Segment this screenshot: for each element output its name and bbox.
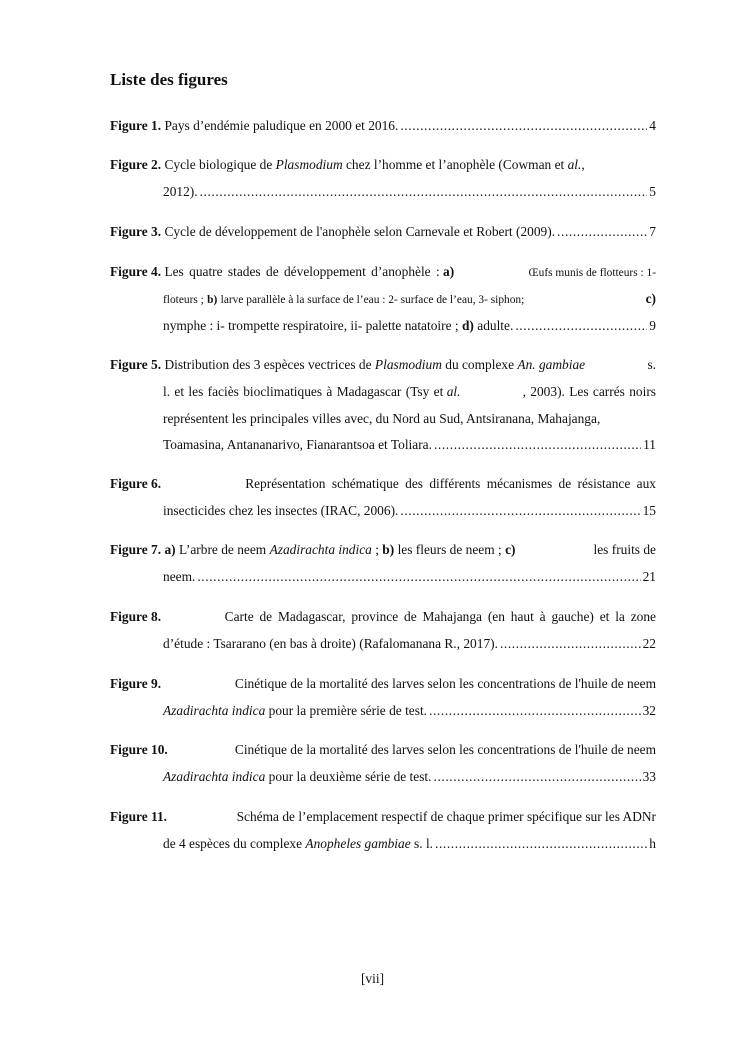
figure-caption: neem. bbox=[163, 568, 196, 584]
figure-caption: Cinétique de la mortalité des larves selon les concentrations de l'huile de neem bbox=[234, 742, 656, 757]
leader-dots bbox=[500, 631, 641, 658]
figure-caption: Carte de Madagascar, province de Mahajanga (en haut à gauche) et la zone bbox=[224, 609, 656, 624]
figure-label: Figure 1. bbox=[110, 118, 162, 133]
figure-caption-italic: Anopheles gambiae bbox=[305, 835, 411, 851]
page-number: 7 bbox=[649, 224, 656, 239]
leader-dots bbox=[434, 432, 641, 459]
figure-entry-5 bbox=[110, 352, 656, 459]
page-number: 33 bbox=[642, 768, 656, 784]
figure-entry-4 bbox=[110, 259, 656, 339]
figure-label: Figure 7. bbox=[110, 542, 162, 557]
figure-caption-italic: Plasmodium bbox=[275, 157, 343, 172]
page-number: 5 bbox=[649, 183, 656, 199]
page-title: Liste des figures bbox=[110, 70, 228, 89]
figure-caption: pour la deuxième série de test. bbox=[268, 768, 432, 784]
figure-caption: Distribution des 3 espèces vectrices de bbox=[164, 357, 372, 372]
page-number: 11 bbox=[643, 437, 656, 453]
figure-entry-3 bbox=[110, 219, 656, 246]
figure-caption: adulte. bbox=[477, 317, 514, 333]
leader-dots bbox=[515, 313, 647, 340]
figure-caption-small: floteurs ; bbox=[163, 293, 204, 306]
figure-caption-small: Œufs munis de flotteurs : 1- bbox=[528, 267, 656, 279]
figure-caption: Schéma de l’emplacement respectif de chaque primer spécifique sur les ADNr bbox=[236, 809, 656, 824]
figure-label: Figure 8. bbox=[110, 609, 162, 624]
leader-dots bbox=[557, 219, 647, 246]
figure-caption: l. et les faciès bioclimatiques à Madagascar (Tsy et bbox=[163, 383, 444, 399]
figure-entry-10 bbox=[110, 737, 656, 791]
leader-dots bbox=[435, 831, 647, 858]
figure-caption-italic: al. bbox=[567, 157, 582, 172]
page-number: 4 bbox=[649, 118, 656, 133]
figure-label: Figure 6. bbox=[110, 476, 162, 491]
figure-label: Figure 3. bbox=[110, 224, 162, 239]
page-number: 9 bbox=[649, 317, 656, 333]
figure-caption: Pays d’endémie paludique en 2000 et 2016. bbox=[164, 118, 399, 133]
figure-caption-italic: al. bbox=[446, 383, 461, 399]
figure-caption: Cinétique de la mortalité des larves selon les concentrations de l'huile de neem bbox=[234, 676, 656, 691]
leader-dots bbox=[434, 764, 641, 791]
figure-caption: nymphe : i- trompette respiratoire, ii- palette natatoire ; bbox=[163, 317, 459, 333]
figure-caption: pour la première série de test. bbox=[268, 702, 428, 718]
figure-caption: ; bbox=[375, 542, 379, 557]
figure-caption-italic: An. gambiae bbox=[517, 357, 586, 372]
figure-entry-6 bbox=[110, 471, 656, 525]
figure-label: Figure 10. bbox=[110, 742, 168, 757]
figure-caption-italic: Plasmodium bbox=[374, 357, 442, 372]
figure-caption-italic: Azadirachta indica bbox=[163, 702, 266, 718]
figure-caption-bold: a) bbox=[164, 542, 176, 557]
figure-caption: , 2003). Les carrés noirs bbox=[522, 383, 656, 399]
figure-label: Figure 9. bbox=[110, 676, 162, 691]
figure-caption-bold: b) bbox=[382, 542, 395, 557]
figure-entry-8 bbox=[110, 604, 656, 658]
figure-label: Figure 11. bbox=[110, 809, 168, 824]
figure-caption-small: larve parallèle à la surface de l’eau : 2- surface de l’eau, 3- siphon; bbox=[220, 293, 525, 306]
figure-entry-2 bbox=[110, 152, 656, 206]
figure-caption: Toamasina, Antananarivo, Fianarantsoa et Toliara. bbox=[163, 437, 432, 453]
figure-caption-bold: a) bbox=[443, 264, 455, 279]
figure-caption: d’étude : Tsararano (en bas à droite) (Rafalomanana R., 2017). bbox=[163, 635, 498, 651]
figure-caption: 2012). bbox=[163, 183, 198, 199]
page-number: 22 bbox=[642, 635, 656, 651]
figure-caption-bold: b) bbox=[207, 293, 218, 306]
figure-entry-7 bbox=[110, 537, 656, 591]
figure-caption: les fleurs de neem ; bbox=[397, 542, 502, 557]
figure-caption: Les quatre stades de développement d’anophèle : bbox=[164, 264, 440, 279]
figure-caption: s. l. bbox=[414, 835, 434, 851]
figure-caption-bold: c) bbox=[505, 542, 516, 557]
figure-caption: s. bbox=[647, 357, 656, 372]
leader-dots bbox=[429, 698, 641, 725]
figure-label: Figure 4. bbox=[110, 264, 162, 279]
figure-caption: du complexe bbox=[445, 357, 515, 372]
page-number: 15 bbox=[642, 502, 656, 518]
figure-caption-italic: Azadirachta indica bbox=[163, 768, 266, 784]
figure-caption: insecticides chez les insectes (IRAC, 2006). bbox=[163, 502, 399, 518]
figure-caption: Représentation schématique des différents mécanismes de résistance aux bbox=[245, 476, 656, 491]
figure-caption: chez l’homme et l’anophèle (Cowman et bbox=[345, 157, 565, 172]
leader-dots bbox=[200, 179, 648, 206]
figure-caption: représentent les principales villes avec, du Nord au Sud, Antsiranana, Mahajanga, bbox=[163, 410, 601, 426]
figure-caption-bold: d) bbox=[461, 317, 474, 333]
figure-caption: L’arbre de neem bbox=[178, 542, 267, 557]
figure-caption: de 4 espèces du complexe bbox=[163, 835, 303, 851]
figure-caption-bold: c) bbox=[645, 290, 656, 306]
leader-dots bbox=[197, 564, 640, 591]
figure-caption: , bbox=[581, 157, 585, 172]
figure-caption: Cycle de développement de l'anophèle selon Carnevale et Robert (2009). bbox=[164, 224, 556, 239]
page-number: 21 bbox=[642, 568, 656, 584]
figure-entry-1 bbox=[110, 113, 656, 140]
figure-entry-11 bbox=[110, 804, 656, 858]
leader-dots bbox=[400, 498, 640, 525]
figure-label: Figure 5. bbox=[110, 357, 162, 372]
figure-caption: Cycle biologique de bbox=[164, 157, 273, 172]
page-number: h bbox=[649, 835, 656, 851]
page-footer-number: [vii] bbox=[360, 971, 385, 986]
leader-dots bbox=[400, 113, 647, 140]
figure-caption: les fruits de bbox=[593, 542, 656, 557]
page-number: 32 bbox=[642, 702, 656, 718]
figure-label: Figure 2. bbox=[110, 157, 162, 172]
figure-entry-9 bbox=[110, 671, 656, 725]
figure-caption-italic: Azadirachta indica bbox=[269, 542, 372, 557]
